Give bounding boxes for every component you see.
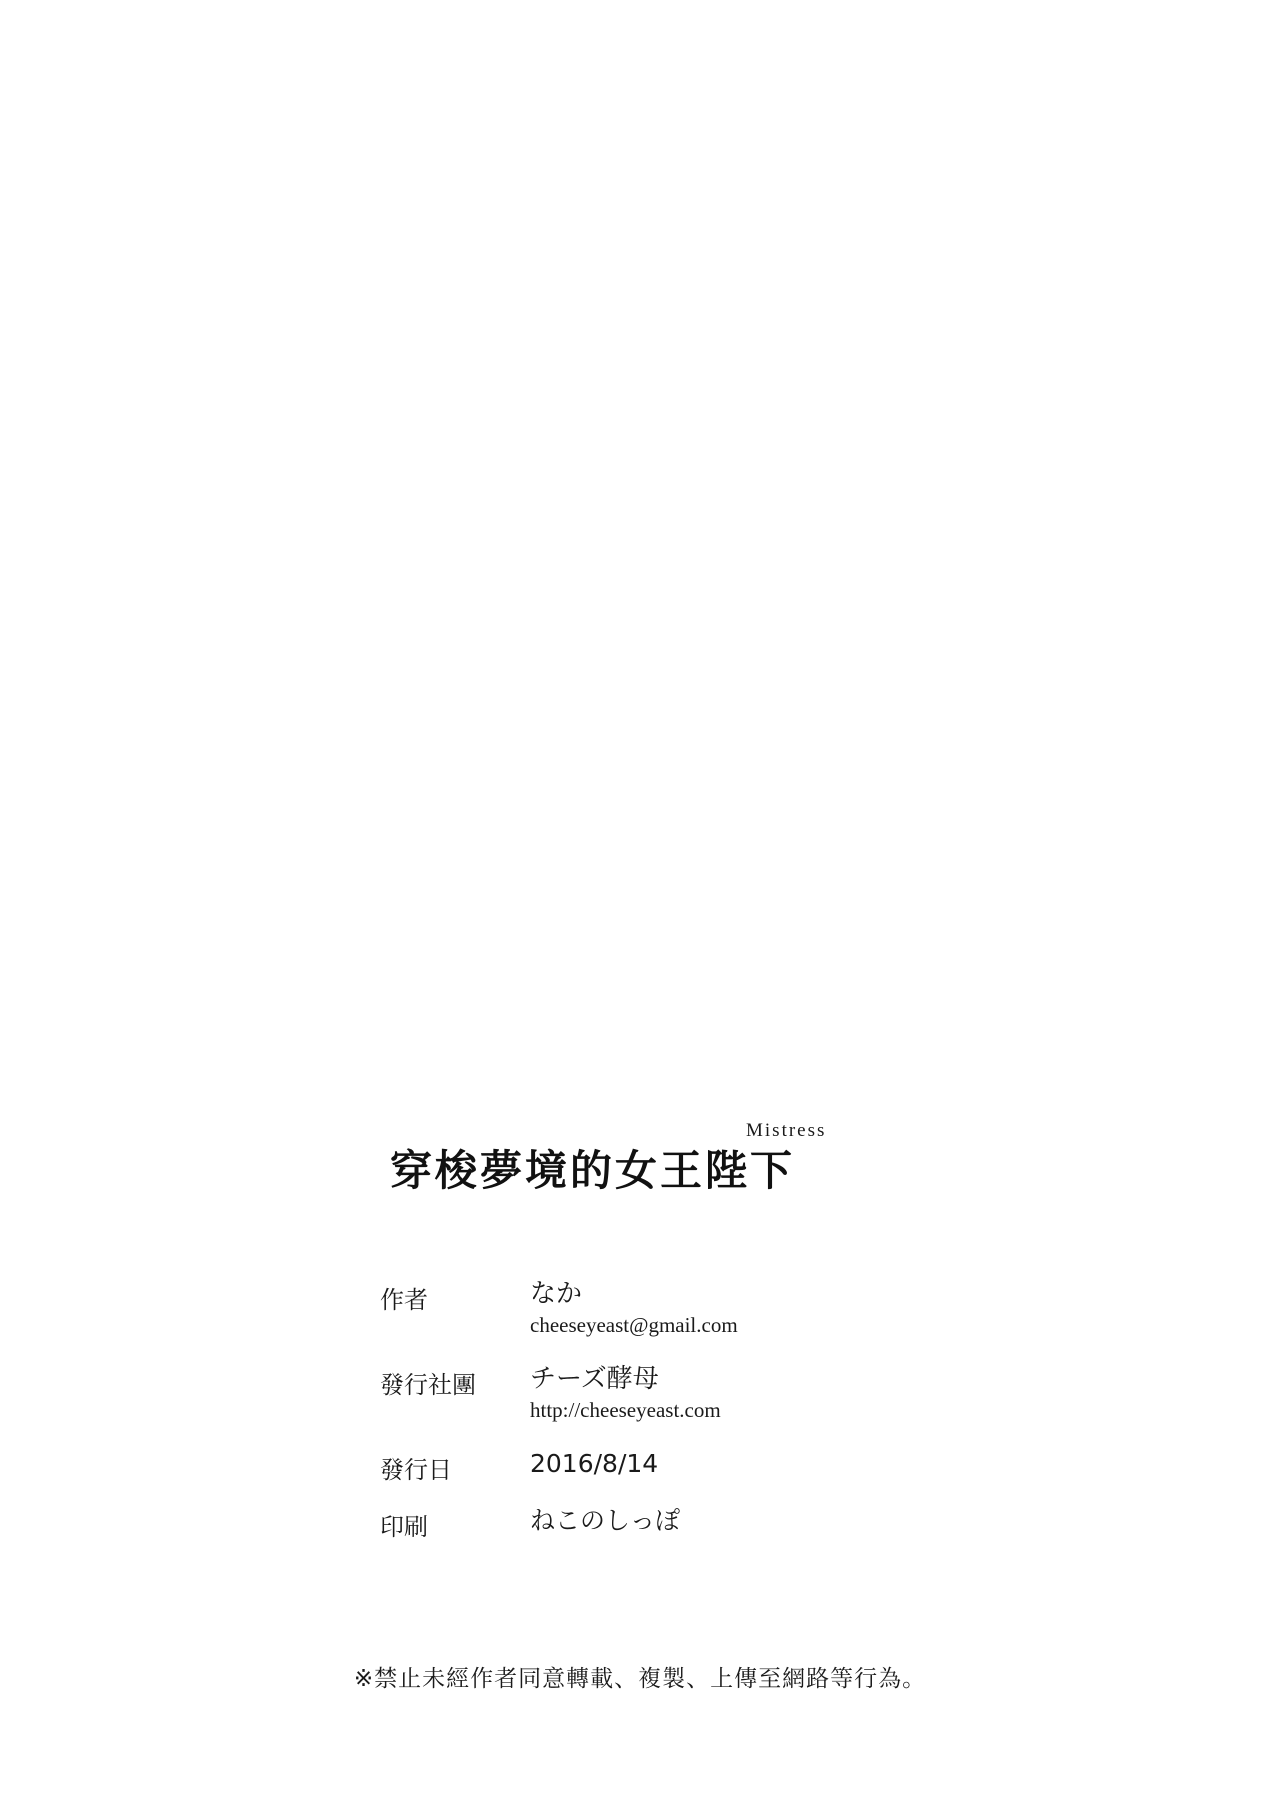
credits-list — [380, 1280, 1020, 1564]
credit-row-printer — [380, 1507, 1020, 1542]
colophon-block — [0, 1120, 1280, 1210]
credit-value-printer — [530, 1507, 1020, 1536]
credit-label-printer: 印刷 — [380, 1513, 428, 1542]
credit-label-release-date: 發行日 — [380, 1456, 452, 1485]
author-email: cheeseyeast@gmail.com — [530, 1312, 738, 1337]
page-title: 穿梭夢境的女王陛下 — [390, 1146, 796, 1195]
credit-value-circle — [530, 1365, 1020, 1424]
credit-value-release-date — [530, 1450, 1020, 1479]
credit-value-author — [530, 1280, 1020, 1339]
credit-label-author: 作者 — [380, 1286, 428, 1314]
credit-label-circle: 發行社團 — [380, 1371, 476, 1400]
author-name: なか — [530, 1279, 583, 1309]
release-date: 2016/8/14 — [530, 1449, 659, 1479]
title-subtitle: Mistress — [746, 1120, 827, 1141]
circle-name: チーズ酵母 — [530, 1364, 659, 1395]
circle-website-url: http://cheeseyeast.com — [530, 1398, 721, 1423]
copyright-notice: ※禁止未經作者同意轉載、複製、上傳至網路等行為。 — [353, 1666, 927, 1692]
credit-row-author — [380, 1280, 1020, 1339]
credit-row-release-date — [380, 1450, 1020, 1485]
title-block — [390, 1120, 950, 1210]
printer-name: ねこのしっぽ — [530, 1506, 681, 1536]
credit-row-circle — [380, 1365, 1020, 1424]
